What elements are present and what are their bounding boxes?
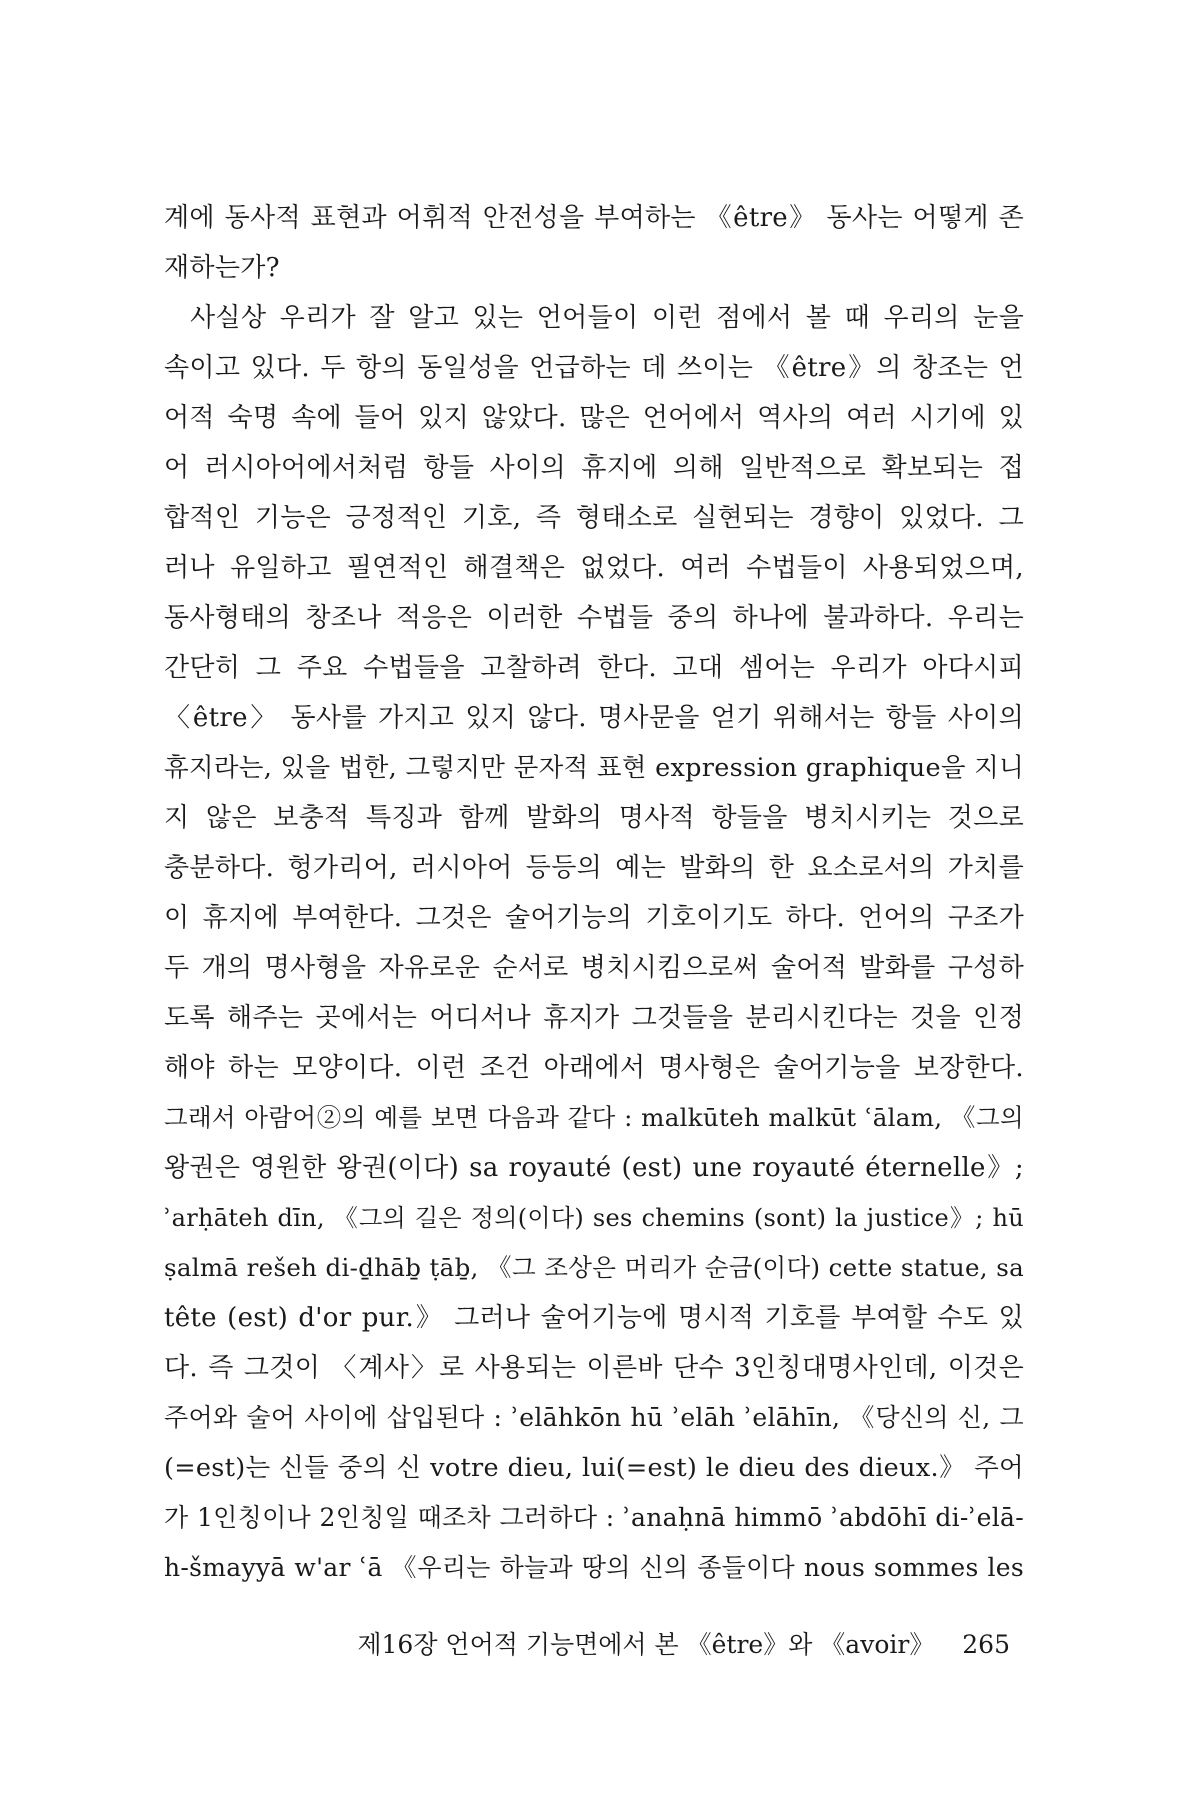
text-line: 사실상 우리가 잘 알고 있는 언어들이 이런 점에서 볼 때 우리의 눈을 (190, 303, 1024, 333)
text-line: 재하는가? (164, 253, 280, 283)
text-line: ʾarḥāteh dīn, 《그의 길은 정의(이다) ses chemins (sont) la justice》; hū (164, 1204, 1024, 1232)
text-line: ṣalmā rešeh di-ḏhāḇ ṭāḇ, 《그 조상은 머리가 순금(이다) cette statue, sa (164, 1253, 1024, 1282)
text-line: 해야 하는 모양이다. 이런 조건 아래에서 명사형은 술어기능을 보장한다. (164, 1053, 1024, 1083)
text-line: 간단히 그 주요 수법들을 고찰하려 한다. 고대 셈어는 우리가 아다시피 (164, 653, 1024, 683)
text-line: 지 않은 보충적 특징과 함께 발화의 명사적 항들을 병치시키는 것으로 (164, 803, 1024, 833)
text-line: 속이고 있다. 두 항의 동일성을 언급하는 데 쓰이는 《être》의 창조는 언 (164, 353, 1024, 383)
text-line: (=est)는 신들 중의 신 votre dieu, lui(=est) le dieu des dieux.》 주어 (164, 1453, 1024, 1483)
text-line: 이 휴지에 부여한다. 그것은 술어기능의 기호이기도 하다. 언어의 구조가 (164, 903, 1024, 933)
text-line: 충분하다. 헝가리어, 러시아어 등등의 예는 발화의 한 요소로서의 가치를 (164, 853, 1024, 883)
text-line: 도록 해주는 곳에서는 어디서나 휴지가 그것들을 분리시킨다는 것을 인정 (164, 1003, 1024, 1033)
page-footer (0, 1625, 1010, 1665)
text-line: 〈être〉 동사를 가지고 있지 않다. 명사문을 얻기 위해서는 항들 사이의 (164, 703, 1024, 733)
text-line: 왕권은 영원한 왕권(이다) sa royauté (est) une royauté éternelle》; (164, 1153, 1024, 1183)
text-line: 가 1인칭이나 2인칭일 때조차 그러하다 : ʾanaḥnā himmō ʾabdōhī di-ʾelā- (164, 1503, 1024, 1532)
text-line: 계에 동사적 표현과 어휘적 안전성을 부여하는 《être》 동사는 어떻게 존 (164, 203, 1024, 233)
text-line: 동사형태의 창조나 적응은 이러한 수법들 중의 하나에 불과하다. 우리는 (164, 603, 1024, 633)
text-line: 합적인 기능은 긍정적인 기호, 즉 형태소로 실현되는 경향이 있었다. 그 (164, 503, 1024, 533)
text-line: 그래서 아람어②의 예를 보면 다음과 같다 : malkūteh malkūt ʿālam, 《그의 (164, 1103, 1024, 1132)
text-line: h-šmayyā w'ar ʿā 《우리는 하늘과 땅의 신의 종들이다 nous sommes les (164, 1553, 1024, 1582)
running-head: 제16장 언어적 기능면에서 본 《être》와 《avoir》 (357, 1630, 935, 1659)
text-line: 주어와 술어 사이에 삽입된다 : ʾelāhkōn hū ʾelāh ʾelāhīn, 《당신의 신, 그 (164, 1403, 1024, 1432)
text-line: 어 러시아어에서처럼 항들 사이의 휴지에 의해 일반적으로 확보되는 접 (164, 453, 1024, 483)
text-line: 두 개의 명사형을 자유로운 순서로 병치시킴으로써 술어적 발화를 구성하 (164, 953, 1024, 983)
text-line: 어적 숙명 속에 들어 있지 않았다. 많은 언어에서 역사의 여러 시기에 있 (164, 403, 1024, 433)
text-line: 다. 즉 그것이 〈계사〉로 사용되는 이른바 단수 3인칭대명사인데, 이것은 (164, 1353, 1024, 1383)
text-line: tête (est) d'or pur.》 그러나 술어기능에 명시적 기호를 부여할 수도 있 (164, 1303, 1024, 1333)
text-line: 휴지라는, 있을 법한, 그렇지만 문자적 표현 expression graphique을 지니 (164, 753, 1025, 783)
page-number: 265 (962, 1630, 1010, 1659)
text-line: 러나 유일하고 필연적인 해결책은 없었다. 여러 수법들이 사용되었으며, (164, 553, 1024, 583)
